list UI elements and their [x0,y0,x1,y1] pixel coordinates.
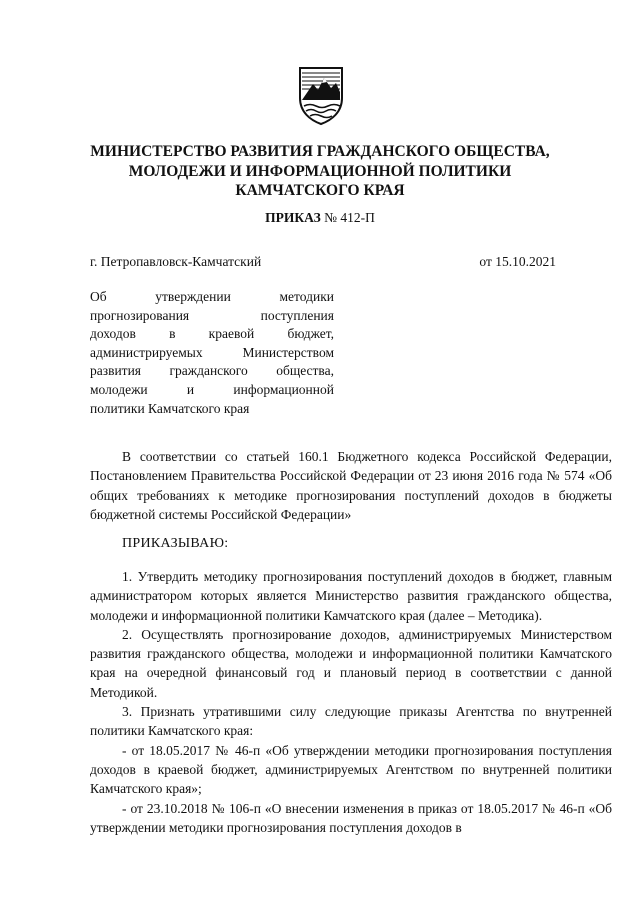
order-items [90,567,612,837]
kamchatka-coat-of-arms-icon [296,64,346,126]
subject-line: молодежи и информационной [90,381,334,397]
order-item: - от 18.05.2017 № 46-п «Об утверждении методики прогнозирования поступления доходов в краевой бюджет, администрируемых Агентством по внутренней политики Камчатского края»; [90,742,612,797]
subject-line: Об утверждении методики [90,289,334,304]
subject-line: прогнозирования поступления [90,307,334,323]
order-item: 2. Осуществлять прогнозирование доходов, администрируемых Министерством развития гражданского общества, молодежи и информационной политики Камчатского края на очередной финансовый год и плановый период в соответствии с данной Методикой. [90,626,612,700]
order-item: - от 23.10.2018 № 106-п «О внесении изменения в приказ от 18.05.2017 № 46-п «Об утверждении методики прогнозирования поступления доходов в [90,800,612,835]
order-label: ПРИКАЗ [265,210,321,225]
city: г. Петропавловск-Камчатский [90,254,262,269]
ministry-line: МИНИСТЕРСТВО РАЗВИТИЯ ГРАЖДАНСКОГО ОБЩЕСТВА, [90,143,550,160]
order-word: ПРИКАЗЫВАЮ: [122,536,229,551]
ministry-line: КАМЧАТСКОГО КРАЯ [235,182,405,199]
order-number: № 412-П [324,210,375,225]
ministry-name [60,142,580,201]
subject-line: администрируемых Министерством [90,344,334,360]
ministry-line: МОЛОДЕЖИ И ИНФОРМАЦИОННОЙ ПОЛИТИКИ [128,162,512,180]
subject-line: развития гражданского общества, [90,363,334,379]
subject-line: доходов в краевой бюджет, [90,326,334,342]
preamble-paragraph: В соответствии со статьей 160.1 Бюджетного кодекса Российской Федерации, Постановлением Правительства Российской Федерации от 23 июня 2016 года № 574 «Об общих требованиях к методике прогнозирования поступлений доходов в бюджеты бюджетной системы Российской Федерации» [90,449,612,522]
order-item: 1. Утвердить методику прогнозирования поступлений доходов в бюджет, главным администратором которых является Министерство развития гражданского общества, молодежи и информационной политики Камчатского края (далее – Методика). [90,569,612,623]
order-title [0,210,640,226]
order-item: 3. Признать утратившими силу следующие приказы Агентства по внутренней политики Камчатского края: [90,704,612,739]
order-subject [90,288,334,418]
order-date: от 15.10.2021 [479,254,556,269]
subject-line: политики Камчатского края [90,400,250,416]
